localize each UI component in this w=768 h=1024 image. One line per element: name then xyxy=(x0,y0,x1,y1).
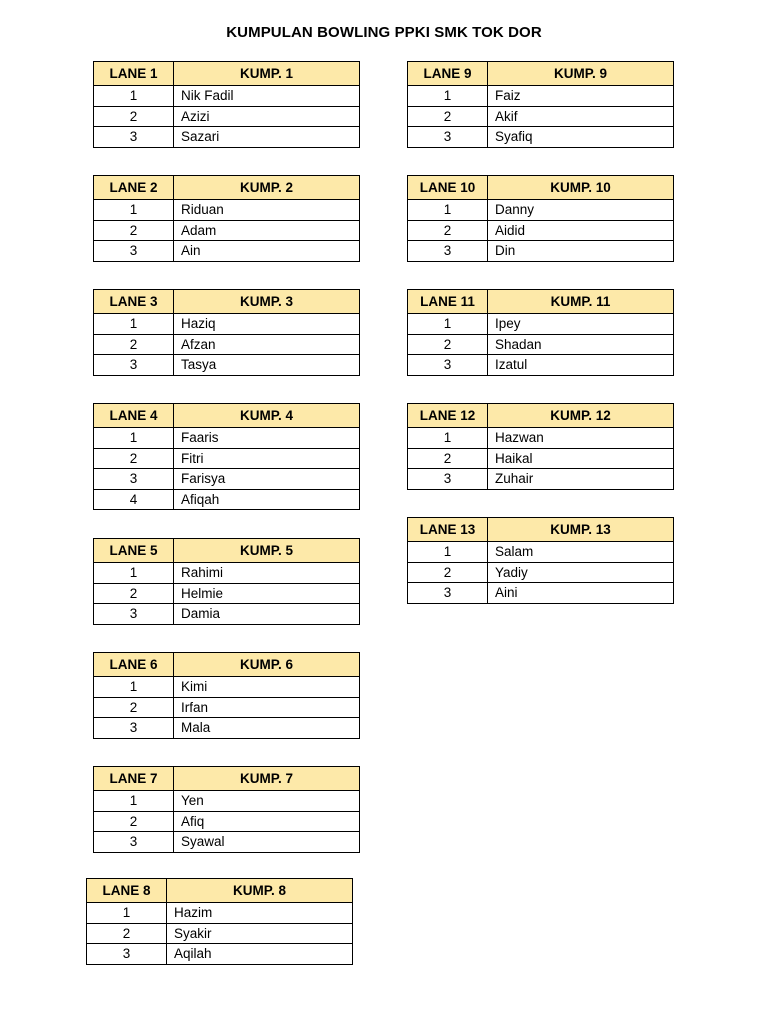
lane-header: LANE 2 xyxy=(94,176,174,200)
member-name: Syakir xyxy=(167,923,353,944)
group-header: KUMP. 11 xyxy=(488,290,674,314)
table-row xyxy=(94,448,360,469)
lane-table-12 xyxy=(407,403,674,490)
lane-header: LANE 8 xyxy=(87,879,167,903)
member-name: Azizi xyxy=(174,106,360,127)
table-row xyxy=(408,200,674,221)
lane-header: LANE 3 xyxy=(94,290,174,314)
member-number: 2 xyxy=(87,923,167,944)
table-row xyxy=(94,697,360,718)
table-row xyxy=(87,944,353,965)
group-header: KUMP. 8 xyxy=(167,879,353,903)
member-name: Shadan xyxy=(488,334,674,355)
table-header-row xyxy=(94,176,360,200)
table-row xyxy=(94,428,360,449)
lane-header: LANE 5 xyxy=(94,539,174,563)
table-row xyxy=(408,562,674,583)
table-row xyxy=(94,86,360,107)
member-number: 2 xyxy=(94,448,174,469)
table-row xyxy=(408,355,674,376)
table-header-row xyxy=(87,879,353,903)
table-row xyxy=(87,903,353,924)
table-row xyxy=(408,241,674,262)
lane-table-2 xyxy=(93,175,360,262)
member-number: 2 xyxy=(408,448,488,469)
group-header: KUMP. 1 xyxy=(174,62,360,86)
member-name: Mala xyxy=(174,718,360,739)
table-row xyxy=(408,428,674,449)
lane-header: LANE 7 xyxy=(94,767,174,791)
group-header: KUMP. 5 xyxy=(174,539,360,563)
member-number: 1 xyxy=(94,563,174,584)
member-name: Sazari xyxy=(174,127,360,148)
lane-header: LANE 4 xyxy=(94,404,174,428)
member-number: 1 xyxy=(94,677,174,698)
table-row xyxy=(94,106,360,127)
lane-table-10 xyxy=(407,175,674,262)
member-number: 2 xyxy=(408,106,488,127)
table-row xyxy=(408,448,674,469)
member-number: 2 xyxy=(94,697,174,718)
member-number: 1 xyxy=(94,200,174,221)
table-row xyxy=(94,314,360,335)
member-number: 1 xyxy=(94,86,174,107)
table-header-row xyxy=(94,539,360,563)
member-name: Syawal xyxy=(174,832,360,853)
table-row xyxy=(94,127,360,148)
table-header-row xyxy=(408,404,674,428)
table-row xyxy=(408,469,674,490)
lane-table-3 xyxy=(93,289,360,376)
member-number: 3 xyxy=(408,241,488,262)
member-number: 3 xyxy=(87,944,167,965)
lane-header: LANE 11 xyxy=(408,290,488,314)
table-row xyxy=(408,127,674,148)
lane-header: LANE 1 xyxy=(94,62,174,86)
table-row xyxy=(94,469,360,490)
table-row xyxy=(94,718,360,739)
table-row xyxy=(408,542,674,563)
lane-table-6 xyxy=(93,652,360,739)
member-name: Rahimi xyxy=(174,563,360,584)
member-name: Haikal xyxy=(488,448,674,469)
table-row xyxy=(408,220,674,241)
member-number: 3 xyxy=(94,469,174,490)
member-name: Salam xyxy=(488,542,674,563)
member-name: Faiz xyxy=(488,86,674,107)
member-number: 2 xyxy=(94,106,174,127)
table-header-row xyxy=(94,767,360,791)
lane-header: LANE 13 xyxy=(408,518,488,542)
member-number: 3 xyxy=(408,469,488,490)
member-number: 3 xyxy=(94,127,174,148)
table-row xyxy=(87,923,353,944)
member-name: Adam xyxy=(174,220,360,241)
member-name: Hazim xyxy=(167,903,353,924)
member-number: 3 xyxy=(94,241,174,262)
table-header-row xyxy=(408,62,674,86)
member-name: Haziq xyxy=(174,314,360,335)
lane-table-11 xyxy=(407,289,674,376)
member-name: Syafiq xyxy=(488,127,674,148)
table-row xyxy=(94,583,360,604)
table-row xyxy=(408,106,674,127)
table-row xyxy=(408,314,674,335)
group-header: KUMP. 9 xyxy=(488,62,674,86)
member-name: Nik Fadil xyxy=(174,86,360,107)
lane-table-8 xyxy=(86,878,353,965)
member-number: 1 xyxy=(94,791,174,812)
group-header: KUMP. 3 xyxy=(174,290,360,314)
member-number: 3 xyxy=(94,832,174,853)
member-name: Helmie xyxy=(174,583,360,604)
group-header: KUMP. 7 xyxy=(174,767,360,791)
member-number: 1 xyxy=(87,903,167,924)
member-number: 2 xyxy=(94,220,174,241)
member-name: Farisya xyxy=(174,469,360,490)
member-number: 3 xyxy=(408,583,488,604)
lane-table-7 xyxy=(93,766,360,853)
table-header-row xyxy=(408,290,674,314)
table-row xyxy=(408,583,674,604)
member-number: 1 xyxy=(408,314,488,335)
table-row xyxy=(94,791,360,812)
member-name: Aqilah xyxy=(167,944,353,965)
member-number: 2 xyxy=(408,334,488,355)
member-number: 1 xyxy=(408,428,488,449)
member-number: 2 xyxy=(408,562,488,583)
lane-header: LANE 10 xyxy=(408,176,488,200)
member-number: 2 xyxy=(408,220,488,241)
member-name: Zuhair xyxy=(488,469,674,490)
page-title: KUMPULAN BOWLING PPKI SMK TOK DOR xyxy=(226,24,542,41)
table-header-row xyxy=(94,653,360,677)
lane-header: LANE 9 xyxy=(408,62,488,86)
group-header: KUMP. 6 xyxy=(174,653,360,677)
table-header-row xyxy=(408,176,674,200)
member-name: Kimi xyxy=(174,677,360,698)
member-number: 3 xyxy=(408,355,488,376)
table-row xyxy=(94,811,360,832)
member-number: 1 xyxy=(408,542,488,563)
member-number: 1 xyxy=(408,200,488,221)
member-name: Faaris xyxy=(174,428,360,449)
member-name: Riduan xyxy=(174,200,360,221)
lane-table-13 xyxy=(407,517,674,604)
group-header: KUMP. 2 xyxy=(174,176,360,200)
lane-table-9 xyxy=(407,61,674,148)
member-number: 2 xyxy=(94,811,174,832)
member-number: 1 xyxy=(408,86,488,107)
member-number: 3 xyxy=(94,718,174,739)
member-name: Ipey xyxy=(488,314,674,335)
member-name: Hazwan xyxy=(488,428,674,449)
table-row xyxy=(408,86,674,107)
member-number: 2 xyxy=(94,583,174,604)
member-name: Yen xyxy=(174,791,360,812)
member-number: 1 xyxy=(94,314,174,335)
table-row xyxy=(408,334,674,355)
member-number: 1 xyxy=(94,428,174,449)
member-number: 3 xyxy=(94,355,174,376)
member-name: Afzan xyxy=(174,334,360,355)
member-name: Izatul xyxy=(488,355,674,376)
table-row xyxy=(94,563,360,584)
member-number: 2 xyxy=(94,334,174,355)
lane-table-1 xyxy=(93,61,360,148)
table-row xyxy=(94,832,360,853)
member-name: Ain xyxy=(174,241,360,262)
table-row xyxy=(94,334,360,355)
table-row xyxy=(94,677,360,698)
table-header-row xyxy=(408,518,674,542)
table-row xyxy=(94,355,360,376)
table-row xyxy=(94,604,360,625)
member-name: Aidid xyxy=(488,220,674,241)
member-number: 3 xyxy=(94,604,174,625)
table-header-row xyxy=(94,290,360,314)
member-name: Afiqah xyxy=(174,489,360,510)
lane-header: LANE 12 xyxy=(408,404,488,428)
member-name: Danny xyxy=(488,200,674,221)
member-name: Irfan xyxy=(174,697,360,718)
group-header: KUMP. 10 xyxy=(488,176,674,200)
member-name: Din xyxy=(488,241,674,262)
table-header-row xyxy=(94,62,360,86)
table-row xyxy=(94,220,360,241)
member-number: 4 xyxy=(94,489,174,510)
lane-table-5 xyxy=(93,538,360,625)
group-header: KUMP. 12 xyxy=(488,404,674,428)
lane-table-4 xyxy=(93,403,360,510)
member-name: Fitri xyxy=(174,448,360,469)
table-row xyxy=(94,200,360,221)
member-name: Tasya xyxy=(174,355,360,376)
table-header-row xyxy=(94,404,360,428)
lane-header: LANE 6 xyxy=(94,653,174,677)
member-name: Damia xyxy=(174,604,360,625)
member-name: Akif xyxy=(488,106,674,127)
member-name: Afiq xyxy=(174,811,360,832)
member-name: Yadiy xyxy=(488,562,674,583)
member-number: 3 xyxy=(408,127,488,148)
group-header: KUMP. 4 xyxy=(174,404,360,428)
table-row xyxy=(94,241,360,262)
member-name: Aini xyxy=(488,583,674,604)
group-header: KUMP. 13 xyxy=(488,518,674,542)
table-row xyxy=(94,489,360,510)
